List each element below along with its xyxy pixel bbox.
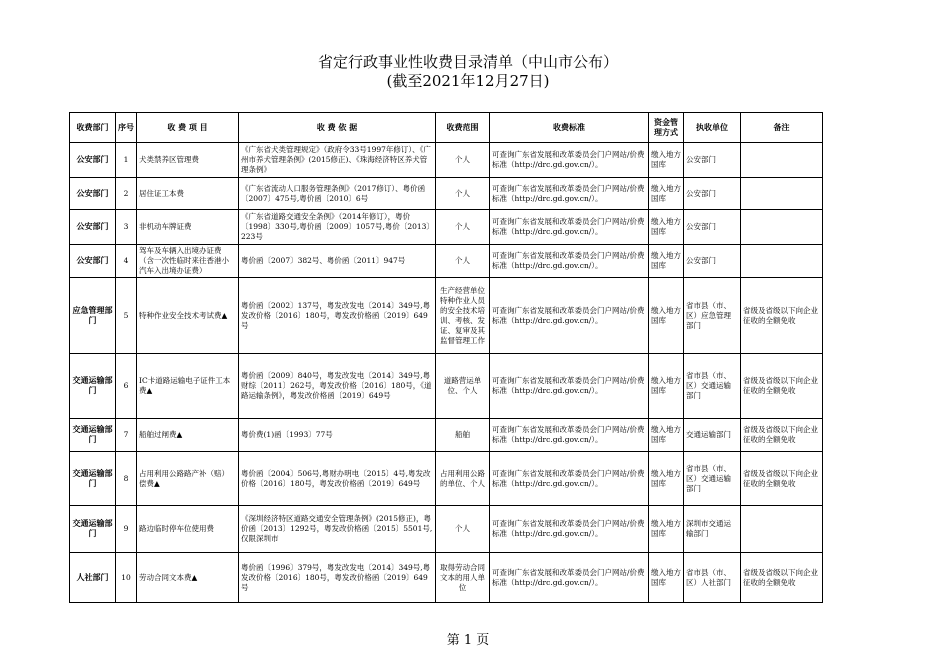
cell-fund: 缴入地方国库: [649, 452, 684, 506]
table-row: [70, 419, 823, 452]
cell-standard-text: 可查询广东省发展和改革委员会门户网站/价费标准（http://drc.gd.gov.cn/）。: [492, 183, 645, 203]
cell-scope: [436, 245, 490, 278]
table-row: [70, 278, 823, 354]
cell-seq: 4: [116, 245, 137, 278]
cell-standard-text: 可查询广东省发展和改革委员会门户网站/价费标准（http://drc.gd.gov.cn/）。: [492, 567, 645, 587]
cell-standard: [490, 553, 649, 603]
cell-item-text: IC卡道路运输电子证件工本费▲: [139, 376, 231, 395]
cell-scope-text: 个人: [455, 222, 470, 231]
cell-basis: [239, 245, 436, 278]
document-subtitle: (截至2021年12月27日): [386, 72, 550, 90]
header-note: 备注: [741, 113, 823, 143]
cell-fund: 缴入地方国库: [649, 245, 684, 278]
cell-scope: [436, 210, 490, 245]
cell-item-text: 非机动车牌证费: [139, 222, 192, 231]
table-row: [70, 245, 823, 278]
header-unit: 执收单位: [684, 113, 741, 143]
table-row: [70, 553, 823, 603]
cell-fund: 缴入地方国库: [649, 143, 684, 178]
cell-unit: 省市县（市、区）应急管理部门: [684, 278, 741, 354]
cell-basis: [239, 178, 436, 210]
cell-note: 省级及省级以下向企业征收的全额免收: [741, 452, 823, 506]
cell-item: [137, 452, 239, 506]
cell-dept: 交通运输部门: [70, 452, 116, 506]
cell-item-text: 劳动合同文本费▲: [139, 572, 198, 582]
cell-unit: 公安部门: [684, 245, 741, 278]
cell-standard-text: 可查询广东省发展和改革委员会门户网站/价费标准（http://drc.gd.gov.cn/）。: [492, 425, 645, 444]
cell-fund: 缴入地方国库: [649, 210, 684, 245]
cell-scope-text: 个人: [455, 188, 470, 198]
header-fund: 资金管理方式: [649, 113, 684, 143]
table-row: [70, 506, 823, 553]
cell-item-text: 船舶过闸费▲: [139, 430, 183, 439]
cell-unit: 公安部门: [684, 178, 741, 210]
cell-unit: 省市县（市、区）交通运输部门: [684, 452, 741, 506]
cell-unit: 省市县（市、区）交通运输部门: [684, 354, 741, 419]
cell-seq: 5: [116, 278, 137, 354]
cell-standard: [490, 354, 649, 419]
cell-dept: 交通运输部门: [70, 354, 116, 419]
table-row: [70, 354, 823, 419]
cell-item-text: 驾车及车辆入出境办证费（含一次性临时来往香港小汽车入出境办证费）: [139, 246, 229, 275]
cell-standard-text: 可查询广东省发展和改革委员会门户网站/价费标准（http://drc.gd.gov.cn/）。: [492, 519, 645, 538]
cell-scope-text: 生产经营单位特种作业人员的安全技术培训、考核、发证、复审及其监督管理工作: [440, 285, 485, 345]
cell-fund: 缴入地方国库: [649, 178, 684, 210]
cell-dept: 公安部门: [70, 210, 116, 245]
cell-unit: 公安部门: [684, 210, 741, 245]
cell-basis-text: 粤价函〔2002〕137号，粤发改发电〔2014〕349号,粤发改价格〔2016〕180号，粤发改价格函〔2019〕649号: [241, 300, 431, 330]
cell-scope: [436, 452, 490, 506]
cell-item-text: 犬类禁养区管理费: [139, 155, 199, 164]
cell-standard-text: 可查询广东省发展和改革委员会门户网站/价费标准（http://drc.gd.gov.cn/）。: [492, 251, 645, 270]
header-standard: 收费标准: [490, 113, 649, 143]
cell-seq: 7: [116, 419, 137, 452]
cell-basis-text: 《广东省犬类管理规定》（政府令33号1997年修订）、《广州市养犬管理条例》(2015修正)、《珠海经济特区养犬管理条例》: [241, 145, 431, 174]
cell-item: [137, 506, 239, 553]
cell-item: [137, 245, 239, 278]
cell-note: 省级及省级以下向企业征收的全额免收: [741, 354, 823, 419]
cell-dept: 公安部门: [70, 245, 116, 278]
table-row: [70, 178, 823, 210]
cell-fund: 缴入地方国库: [649, 506, 684, 553]
cell-seq: 10: [116, 553, 137, 603]
cell-dept: 公安部门: [70, 143, 116, 178]
cell-note: [741, 245, 823, 278]
cell-standard: [490, 143, 649, 178]
cell-note: 省级及省级以下向企业征收的全额免收: [741, 553, 823, 603]
cell-standard-text: 可查询广东省发展和改革委员会门户网站/价费标准（http://drc.gd.gov.cn/）。: [492, 217, 645, 236]
cell-basis: [239, 210, 436, 245]
cell-scope: [436, 143, 490, 178]
cell-unit: 公安部门: [684, 143, 741, 178]
cell-scope: [436, 278, 490, 354]
cell-fund: 缴入地方国库: [649, 278, 684, 354]
cell-basis-text: 粤价费(1)函〔1993〕77号: [241, 430, 333, 439]
cell-item-text: 路边临时停车位使用费: [139, 524, 214, 533]
cell-scope: [436, 419, 490, 452]
cell-unit: 省市县（市、区）人社部门: [684, 553, 741, 603]
table-header-row: [70, 113, 823, 143]
cell-fund: 缴入地方国库: [649, 553, 684, 603]
cell-note: 省级及省级以下向企业征收的全额免收: [741, 419, 823, 452]
document-title: 省定行政事业性收费目录清单（中山市公布）: [317, 53, 618, 71]
cell-basis-text: 粤价函〔1996〕379号，粤发改发电〔2014〕349号,粤发改价格〔2016〕180号，粤发改价格函〔2019〕649号: [241, 562, 431, 592]
cell-standard: [490, 278, 649, 354]
cell-scope-text: 船舶: [455, 430, 470, 439]
cell-standard-text: 可查询广东省发展和改革委员会门户网站/价费标准（http://drc.gd.gov.cn/）。: [492, 376, 645, 395]
cell-basis: [239, 278, 436, 354]
cell-item-text: 居住证工本费: [139, 188, 184, 198]
cell-seq: 6: [116, 354, 137, 419]
table-row: [70, 143, 823, 178]
cell-basis-text: 《广东省流动人口服务管理条例》（2017修订）、粤价函〔2007〕475号,粤价函〔2010〕6号: [241, 183, 426, 203]
cell-standard: [490, 452, 649, 506]
cell-standard-text: 可查询广东省发展和改革委员会门户网站/价费标准（http://drc.gd.gov.cn/）。: [492, 150, 645, 169]
cell-note: [741, 178, 823, 210]
page-number: 第 1 页: [446, 633, 490, 648]
table-row: [70, 210, 823, 245]
cell-item-text: 占用利用公路路产补（赔）偿费▲: [139, 468, 229, 488]
cell-dept: 人社部门: [70, 553, 116, 603]
cell-scope-text: 个人: [455, 524, 470, 533]
cell-standard: [490, 210, 649, 245]
cell-note: [741, 210, 823, 245]
cell-basis-text: 粤价函〔2007〕382号、粤价函〔2011〕947号: [241, 256, 406, 265]
cell-basis-text: 《深圳经济特区道路交通安全管理条例》(2015修正)，粤价函〔2013〕1292号，粤发改价格函〔2015〕5501号,仅限深圳市: [241, 514, 433, 543]
cell-dept: 交通运输部门: [70, 506, 116, 553]
table-row: [70, 452, 823, 506]
cell-item: [137, 553, 239, 603]
cell-scope-text: 个人: [455, 155, 470, 164]
table-body: [70, 143, 823, 603]
cell-basis: [239, 354, 436, 419]
cell-scope: [436, 178, 490, 210]
cell-item: [137, 354, 239, 419]
cell-note: [741, 143, 823, 178]
cell-basis-text: 粤价函〔2004〕506号,粤财办明电〔2015〕4号,粤发改价格〔2016〕180号，粤发改价格函〔2019〕649号: [241, 468, 431, 488]
cell-basis: [239, 452, 436, 506]
cell-scope: [436, 506, 490, 553]
header-item: 收 费 项 目: [137, 113, 239, 143]
cell-basis: [239, 553, 436, 603]
cell-basis: [239, 143, 436, 178]
cell-scope-text: 个人: [455, 256, 470, 265]
cell-scope-text: 道路营运单位、个人: [443, 376, 482, 395]
cell-item: [137, 143, 239, 178]
cell-unit: 深圳市交通运输部门: [684, 506, 741, 553]
cell-dept: 应急管理部门: [70, 278, 116, 354]
header-scope: 收费范围: [436, 113, 490, 143]
header-seq: 序号: [116, 113, 137, 143]
cell-fund: 缴入地方国库: [649, 419, 684, 452]
cell-note: 省级及省级以下向企业征收的全额免收: [741, 278, 823, 354]
cell-dept: 交通运输部门: [70, 419, 116, 452]
fee-table: [69, 112, 823, 603]
cell-item-text: 特种作业安全技术考试费▲: [139, 310, 228, 320]
cell-standard: [490, 419, 649, 452]
cell-scope-text: 取得劳动合同文本的用人单位: [440, 562, 485, 592]
cell-fund: 缴入地方国库: [649, 354, 684, 419]
cell-item: [137, 278, 239, 354]
cell-note: [741, 506, 823, 553]
cell-basis: [239, 506, 436, 553]
cell-standard-text: 可查询广东省发展和改革委员会门户网站/价费标准（http://drc.gd.gov.cn/）。: [492, 468, 645, 488]
cell-basis-text: 《广东省道路交通安全条例》（2014年修订），粤价〔1998〕330号,粤价函〔2009〕1057号,粤价〔2013〕223号: [241, 212, 431, 241]
cell-basis: [239, 419, 436, 452]
cell-scope-text: 占用利用公路的单位、个人: [440, 468, 485, 488]
cell-seq: 3: [116, 210, 137, 245]
cell-seq: 2: [116, 178, 137, 210]
cell-standard: [490, 178, 649, 210]
cell-seq: 8: [116, 452, 137, 506]
cell-scope: [436, 354, 490, 419]
cell-scope: [436, 553, 490, 603]
cell-item: [137, 210, 239, 245]
cell-standard: [490, 506, 649, 553]
cell-unit: 交通运输部门: [684, 419, 741, 452]
cell-item: [137, 419, 239, 452]
cell-seq: 9: [116, 506, 137, 553]
header-dept: 收费部门: [70, 113, 116, 143]
cell-basis-text: 粤价函〔2009〕840号，粤发改发电〔2014〕349号,粤财综〔2011〕262号，粤发改价格〔2016〕180号，《道路运输条例》，粤发改价格函〔2019〕649号: [241, 371, 432, 400]
header-basis: 收 费 依 据: [239, 113, 436, 143]
cell-standard: [490, 245, 649, 278]
cell-item: [137, 178, 239, 210]
cell-seq: 1: [116, 143, 137, 178]
cell-dept: 公安部门: [70, 178, 116, 210]
cell-standard-text: 可查询广东省发展和改革委员会门户网站/价费标准（http://drc.gd.gov.cn/）。: [492, 305, 645, 325]
